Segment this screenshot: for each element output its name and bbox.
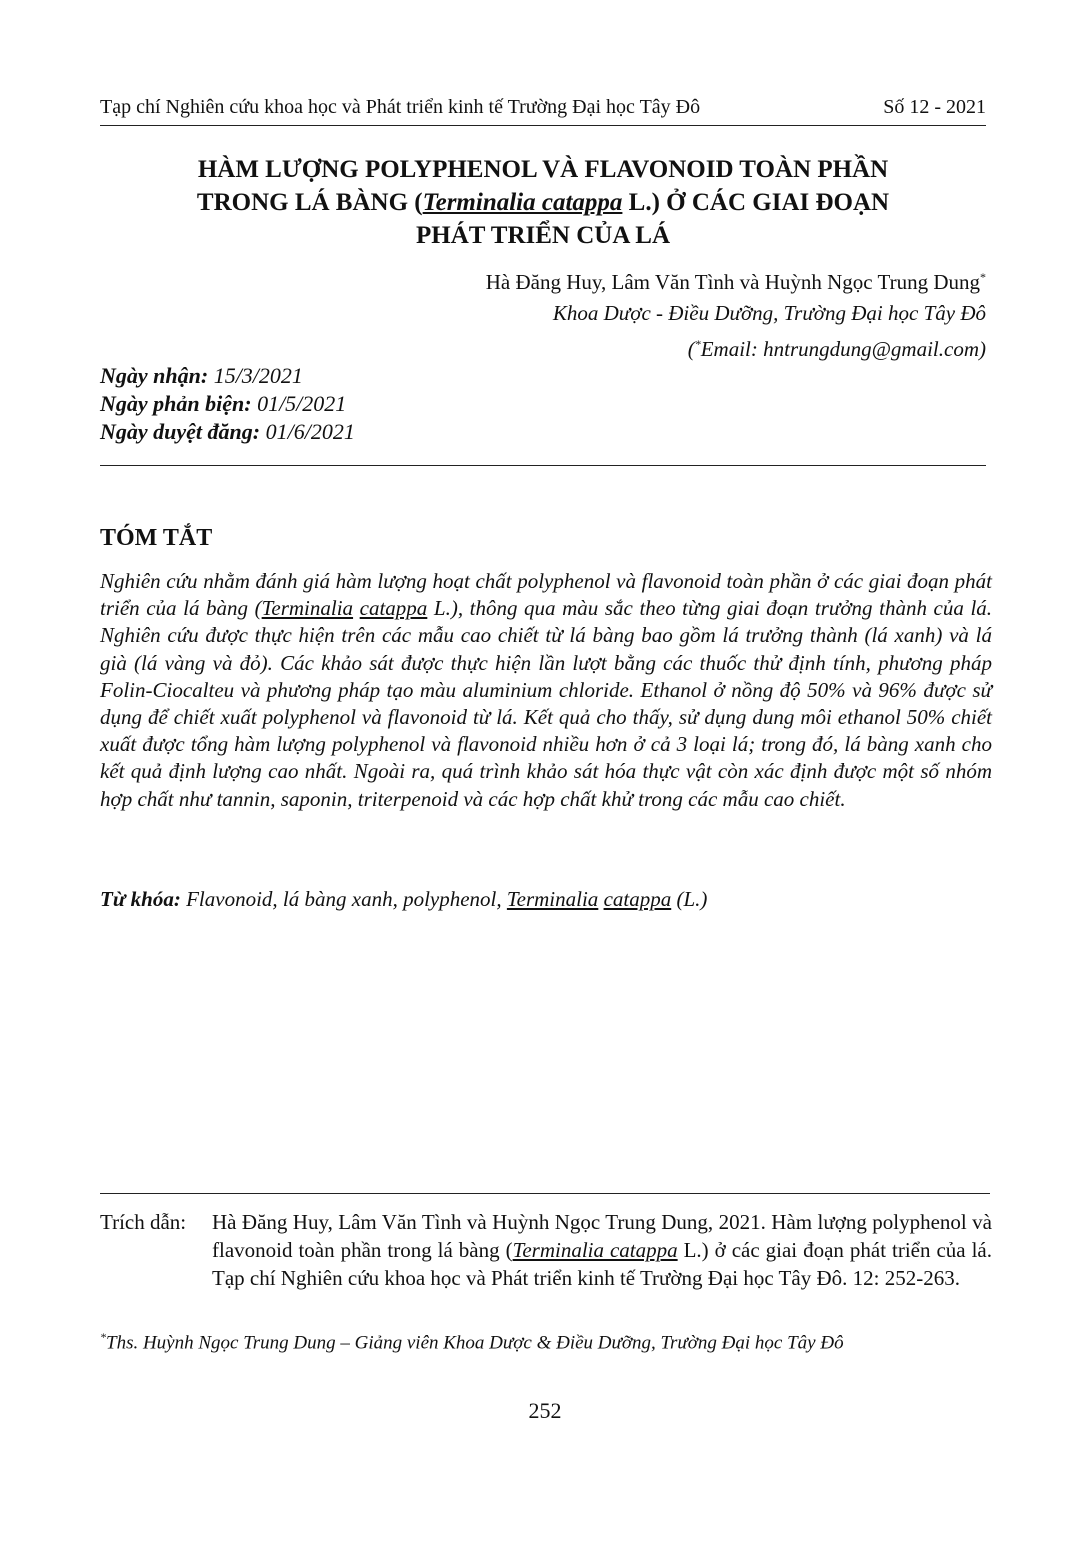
article-title: [100, 153, 986, 252]
keywords-label: Từ khóa:: [100, 887, 181, 911]
footnote-mark: *: [100, 1330, 106, 1344]
citation-species: Terminalia catappa: [512, 1238, 678, 1262]
article-dates: [100, 362, 355, 446]
title-line-2-pre: TRONG LÁ BÀNG (: [196, 189, 423, 216]
title-species: Terminalia catappa: [422, 189, 623, 216]
abstract-text-1: Nghiên cứu nhằm đánh giá hàm lượng hoạt chất polyphenol và flavonoid toàn phần ở các giai đoạn phát triển của lá bàng (: [100, 569, 992, 621]
author-names-text: Hà Đăng Huy, Lâm Văn Tình và Huỳnh Ngọc Trung Dung: [485, 270, 980, 294]
author-block: [486, 262, 986, 365]
keywords-suffix: (L.): [671, 887, 708, 911]
title-line-2-post: L.) Ở CÁC GIAI ĐOẠN: [622, 189, 890, 216]
keywords-text: Flavonoid, lá bàng xanh, polyphenol,: [180, 887, 507, 911]
citation-text-pre: Hà Đăng Huy, Lâm Văn Tình và Huỳnh Ngọc Trung Dung, 2021. Hàm lượng polyphenol và flavonoid toàn phần trong lá bàng (: [212, 1210, 992, 1262]
email-mark: *: [694, 337, 701, 351]
keywords-genus: Terminalia: [506, 887, 599, 911]
date-reviewed-label: Ngày phản biện:: [100, 391, 252, 416]
page-number: 252: [528, 1398, 562, 1423]
citation-label: Trích dẫn:: [100, 1210, 187, 1234]
title-line-1: HÀM LƯỢNG POLYPHENOL VÀ FLAVONOID TOÀN PHẦN: [197, 156, 889, 183]
date-reviewed-value: 01/5/2021: [251, 391, 347, 416]
divider-bottom: [100, 1193, 990, 1194]
abstract-body: [100, 568, 992, 813]
abstract-species: catappa: [359, 596, 428, 621]
date-accepted-label: Ngày duyệt đăng:: [100, 419, 261, 444]
author-names: [486, 262, 986, 298]
date-accepted-value: 01/6/2021: [260, 419, 355, 444]
email-text: Email: hntrungdung@gmail.com): [700, 337, 986, 361]
footnote-text: Ths. Huỳnh Ngọc Trung Dung – Giảng viên Khoa Dược & Điều Dưỡng, Trường Đại học Tây Đô: [106, 1332, 844, 1354]
email-open: (: [687, 337, 695, 361]
issue-number: Số 12 - 2021: [883, 96, 986, 118]
title-line-2: [100, 186, 986, 219]
abstract-genus: Terminalia: [261, 596, 354, 621]
author-email: [486, 329, 986, 365]
date-reviewed: [100, 390, 355, 418]
running-header: [100, 96, 986, 126]
author-affiliation: Khoa Dược - Điều Dưỡng, Trường Đại học Tây Đô: [552, 301, 986, 325]
citation-block: [100, 1208, 992, 1292]
date-accepted: [100, 418, 355, 446]
citation-text: [212, 1208, 992, 1292]
journal-name: Tạp chí Nghiên cứu khoa học và Phát triển kinh tế Trường Đại học Tây Đô: [100, 96, 701, 118]
date-received-value: 15/3/2021: [208, 363, 303, 388]
date-received-label: Ngày nhận:: [100, 363, 209, 388]
keywords: [100, 887, 707, 912]
footnote: [100, 1330, 844, 1354]
date-received: [100, 362, 355, 390]
keywords-species: catappa: [603, 887, 672, 911]
citation-text-post: L.) ở các giai đoạn phát triển của lá. Tạp chí Nghiên cứu khoa học và Phát triển kinh tế Trường Đại học Tây Đô. 12: 252-263.: [212, 1238, 992, 1290]
abstract-text-2: L.), thông qua màu sắc theo từng giai đoạn trưởng thành của lá. Nghiên cứu được thực hiện trên các mẫu cao chiết từ lá bàng bao gồm lá trưởng thành (lá xanh) và lá già (lá vàng và đỏ). Các khảo sát được thực hiện lần lượt bằng các thuốc thử định tính, phương pháp Folin-Ciocalteu và phương pháp tạo màu aluminium chloride. Ethanol ở nồng độ 50% và 96% được sử dụng để chiết xuất polyphenol và flavonoid từ lá. Kết quả cho thấy, sử dụng dung môi ethanol 50% chiết xuất được tổng hàm lượng polyphenol và flavonoid nhiều hơn ở cả 3 loại lá; trong đó, lá bàng xanh cho kết quả định lượng cao nhất. Ngoài ra, quá trình khảo sát hóa thực vật còn xác định được một số nhóm hợp chất như tannin, saponin, triterpenoid và các hợp chất khử trong các mẫu cao chiết.: [100, 596, 993, 811]
abstract-heading: TÓM TẮT: [100, 525, 213, 551]
divider-top: [100, 465, 986, 466]
author-mark: *: [980, 270, 986, 284]
title-line-3: PHÁT TRIỂN CỦA LÁ: [416, 222, 670, 249]
